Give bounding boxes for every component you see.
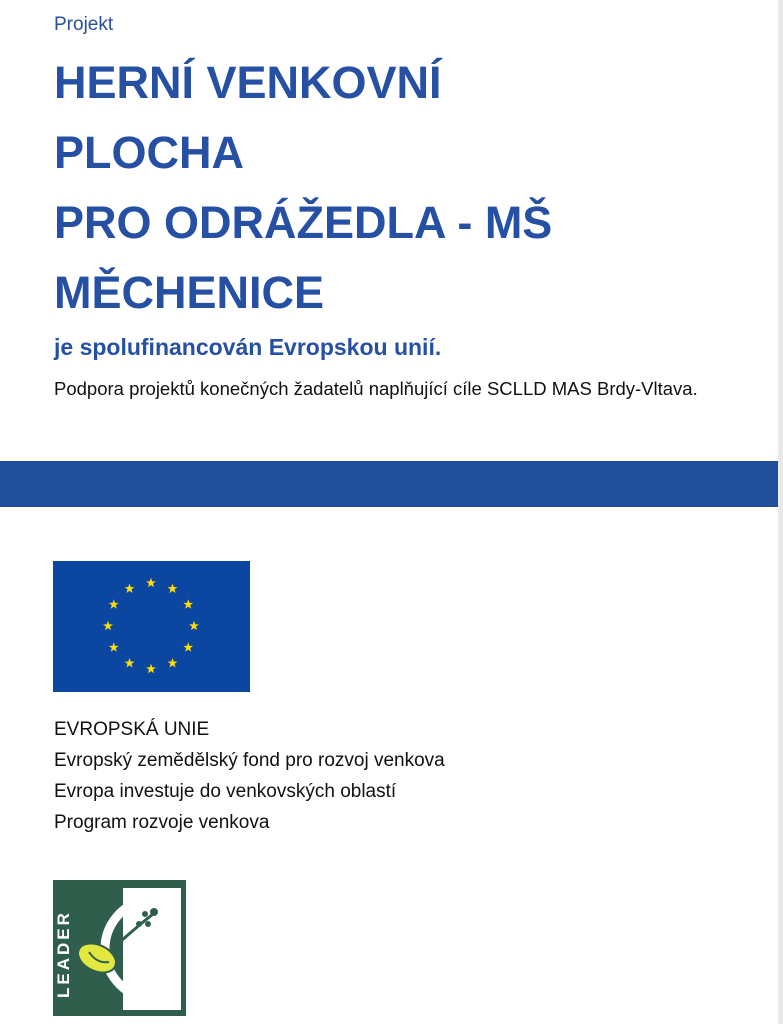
support-text: Podpora projektů konečných žadatelů naplňující cíle SCLLD MAS Brdy-Vltava. [54,378,698,399]
blue-divider-band [0,461,778,507]
eu-line-3: Evropa investuje do venkovských oblastí [54,781,397,802]
eu-line-4: Program rozvoje venkova [54,812,270,833]
eu-line-2: Evropský zemědělský fond pro rozvoj venkova [54,750,445,771]
cofinanced-subtitle: je spolufinancován Evropskou unií. [54,334,442,360]
eu-text-block [54,714,445,838]
project-title-line-3: PRO ODRÁŽEDLA - MŠ [54,197,553,248]
project-title-line-4: MĚCHENICE [54,267,325,318]
project-title-line-2: PLOCHA [54,127,244,178]
leader-logo-icon [53,880,186,1016]
project-title [54,48,754,328]
eu-flag-icon [53,561,250,692]
project-kicker: Projekt [54,14,114,35]
eu-line-1: EVROPSKÁ UNIE [54,719,210,740]
project-title-line-1: HERNÍ VENKOVNÍ [54,57,442,108]
page-edge-shadow [778,0,783,1024]
leader-logo-text: LEADER [54,910,73,998]
